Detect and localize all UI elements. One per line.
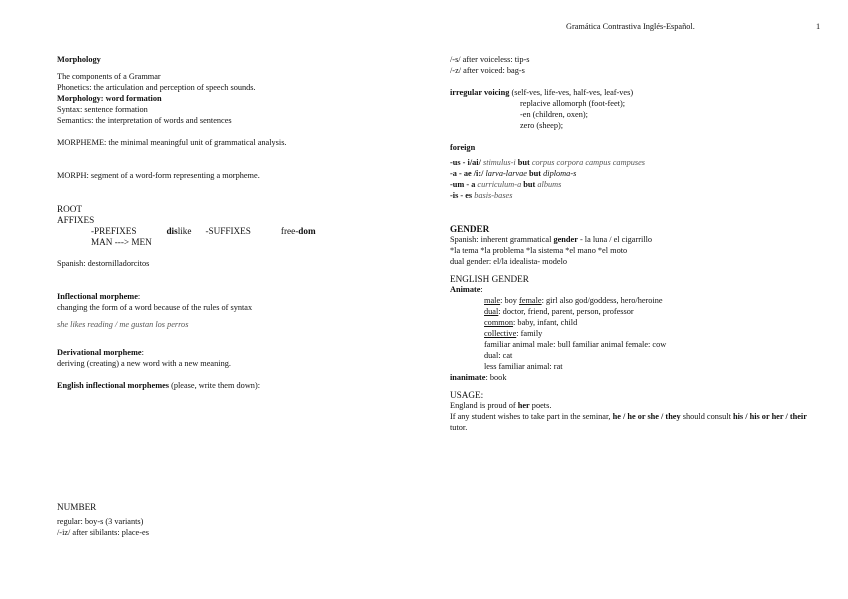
less-familiar-animal: less familiar animal: rat <box>484 362 563 371</box>
dual-gender: dual gender: el/la idealista- modelo <box>450 257 568 266</box>
iz-sibilants: /-iz/ after sibilants: place-es <box>57 528 149 537</box>
dual-cat: dual: cat <box>484 351 513 360</box>
animate-male-female: male: boy female: girl also god/goddess, hero/heroine <box>484 296 663 305</box>
syntax-line: Syntax: sentence formation <box>57 105 148 114</box>
semantics-line: Semantics: the interpretation of words and sentences <box>57 116 232 125</box>
affixes-row: -PREFIXES dislike -SUFFIXES free-dom <box>91 226 316 236</box>
usage-seminar: If any student wishes to take part in the seminar, he / he or she / they should consult his / his or her / their tutor. <box>450 412 807 432</box>
irregular-voicing: irregular voicing (self-ves, life-ves, half-ves, leaf-ves) <box>450 88 634 97</box>
animate-label: Animate: <box>450 285 483 294</box>
morpheme-definition: MORPHEME: the minimal meaningful unit of grammatical analysis. <box>57 138 287 147</box>
page-header-title: Gramática Contrastiva Inglés-Español. <box>566 22 695 31</box>
phonetics-line: Phonetics: the articulation and perception of speech sounds. <box>57 83 256 92</box>
number-heading: NUMBER <box>57 502 97 512</box>
root-label: ROOT <box>57 204 83 214</box>
derivational-definition: deriving (creating) a new word with a new meaning. <box>57 359 231 368</box>
zero-plural: zero (sheep); <box>520 121 564 130</box>
page-number: 1 <box>816 22 821 31</box>
inanimate-line: inanimate: book <box>450 373 507 382</box>
morphology-word-formation: Morphology: word formation <box>57 94 162 103</box>
familiar-animal: familiar animal male: bull familiar animal female: cow <box>484 340 667 349</box>
regular-plural: regular: boy-s (3 variants) <box>57 517 144 526</box>
animate-dual: dual: doctor, friend, parent, person, professor <box>484 307 634 316</box>
english-gender-heading: ENGLISH GENDER <box>450 274 529 284</box>
foreign-is-es: -is - es basis-bases <box>450 191 513 200</box>
right-column <box>450 55 830 433</box>
gender-star-examples: *la tema *la problema *la sistema *el mano *el moto <box>450 246 628 255</box>
morph-definition: MORPH: segment of a word-form representing a morpheme. <box>57 171 260 180</box>
man-men-example: MAN ---> MEN <box>91 237 152 247</box>
affixes-label: AFFIXES <box>57 215 95 225</box>
en-plural: -en (children, oxen); <box>520 110 588 119</box>
usage-england: England is proud of her poets. <box>450 401 552 410</box>
components-line: The components of a Grammar <box>57 72 161 81</box>
spanish-example: Spanish: destornilladorcitos <box>57 259 150 268</box>
inflectional-heading: Inflectional morpheme: <box>57 292 141 301</box>
inflectional-example: she likes reading / me gustan los perros <box>57 320 189 329</box>
foreign-a-ae: -a - ae /i:/ larva-larvae but diploma-s <box>450 169 577 178</box>
number-section <box>57 502 427 539</box>
foreign-heading: foreign <box>450 143 476 152</box>
left-column <box>57 55 427 392</box>
morphology-heading: Morphology <box>57 55 101 64</box>
z-after-voiced: /-z/ after voiced: bag-s <box>450 66 525 75</box>
animate-common: common: baby, infant, child <box>484 318 578 327</box>
inflectional-definition: changing the form of a word because of the rules of syntax <box>57 303 253 312</box>
gender-spanish: Spanish: inherent grammatical gender - la luna / el cigarrillo <box>450 235 653 244</box>
usage-heading: USAGE: <box>450 390 484 400</box>
foreign-us-i: -us - i/ai/ stimulus-i but corpus corpora campus campuses <box>450 158 646 167</box>
replacive-allomorph: replacive allomorph (foot-feet); <box>520 99 626 108</box>
derivational-heading: Derivational morpheme: <box>57 348 144 357</box>
s-after-voiceless: /-s/ after voiceless: tip-s <box>450 55 530 64</box>
animate-collective: collective: family <box>484 329 543 338</box>
english-inflectional-line: English inflectional morphemes (please, write them down): <box>57 381 261 390</box>
gender-heading: GENDER <box>450 224 490 234</box>
foreign-um-a: -um - a curriculum-a but albums <box>450 180 562 189</box>
